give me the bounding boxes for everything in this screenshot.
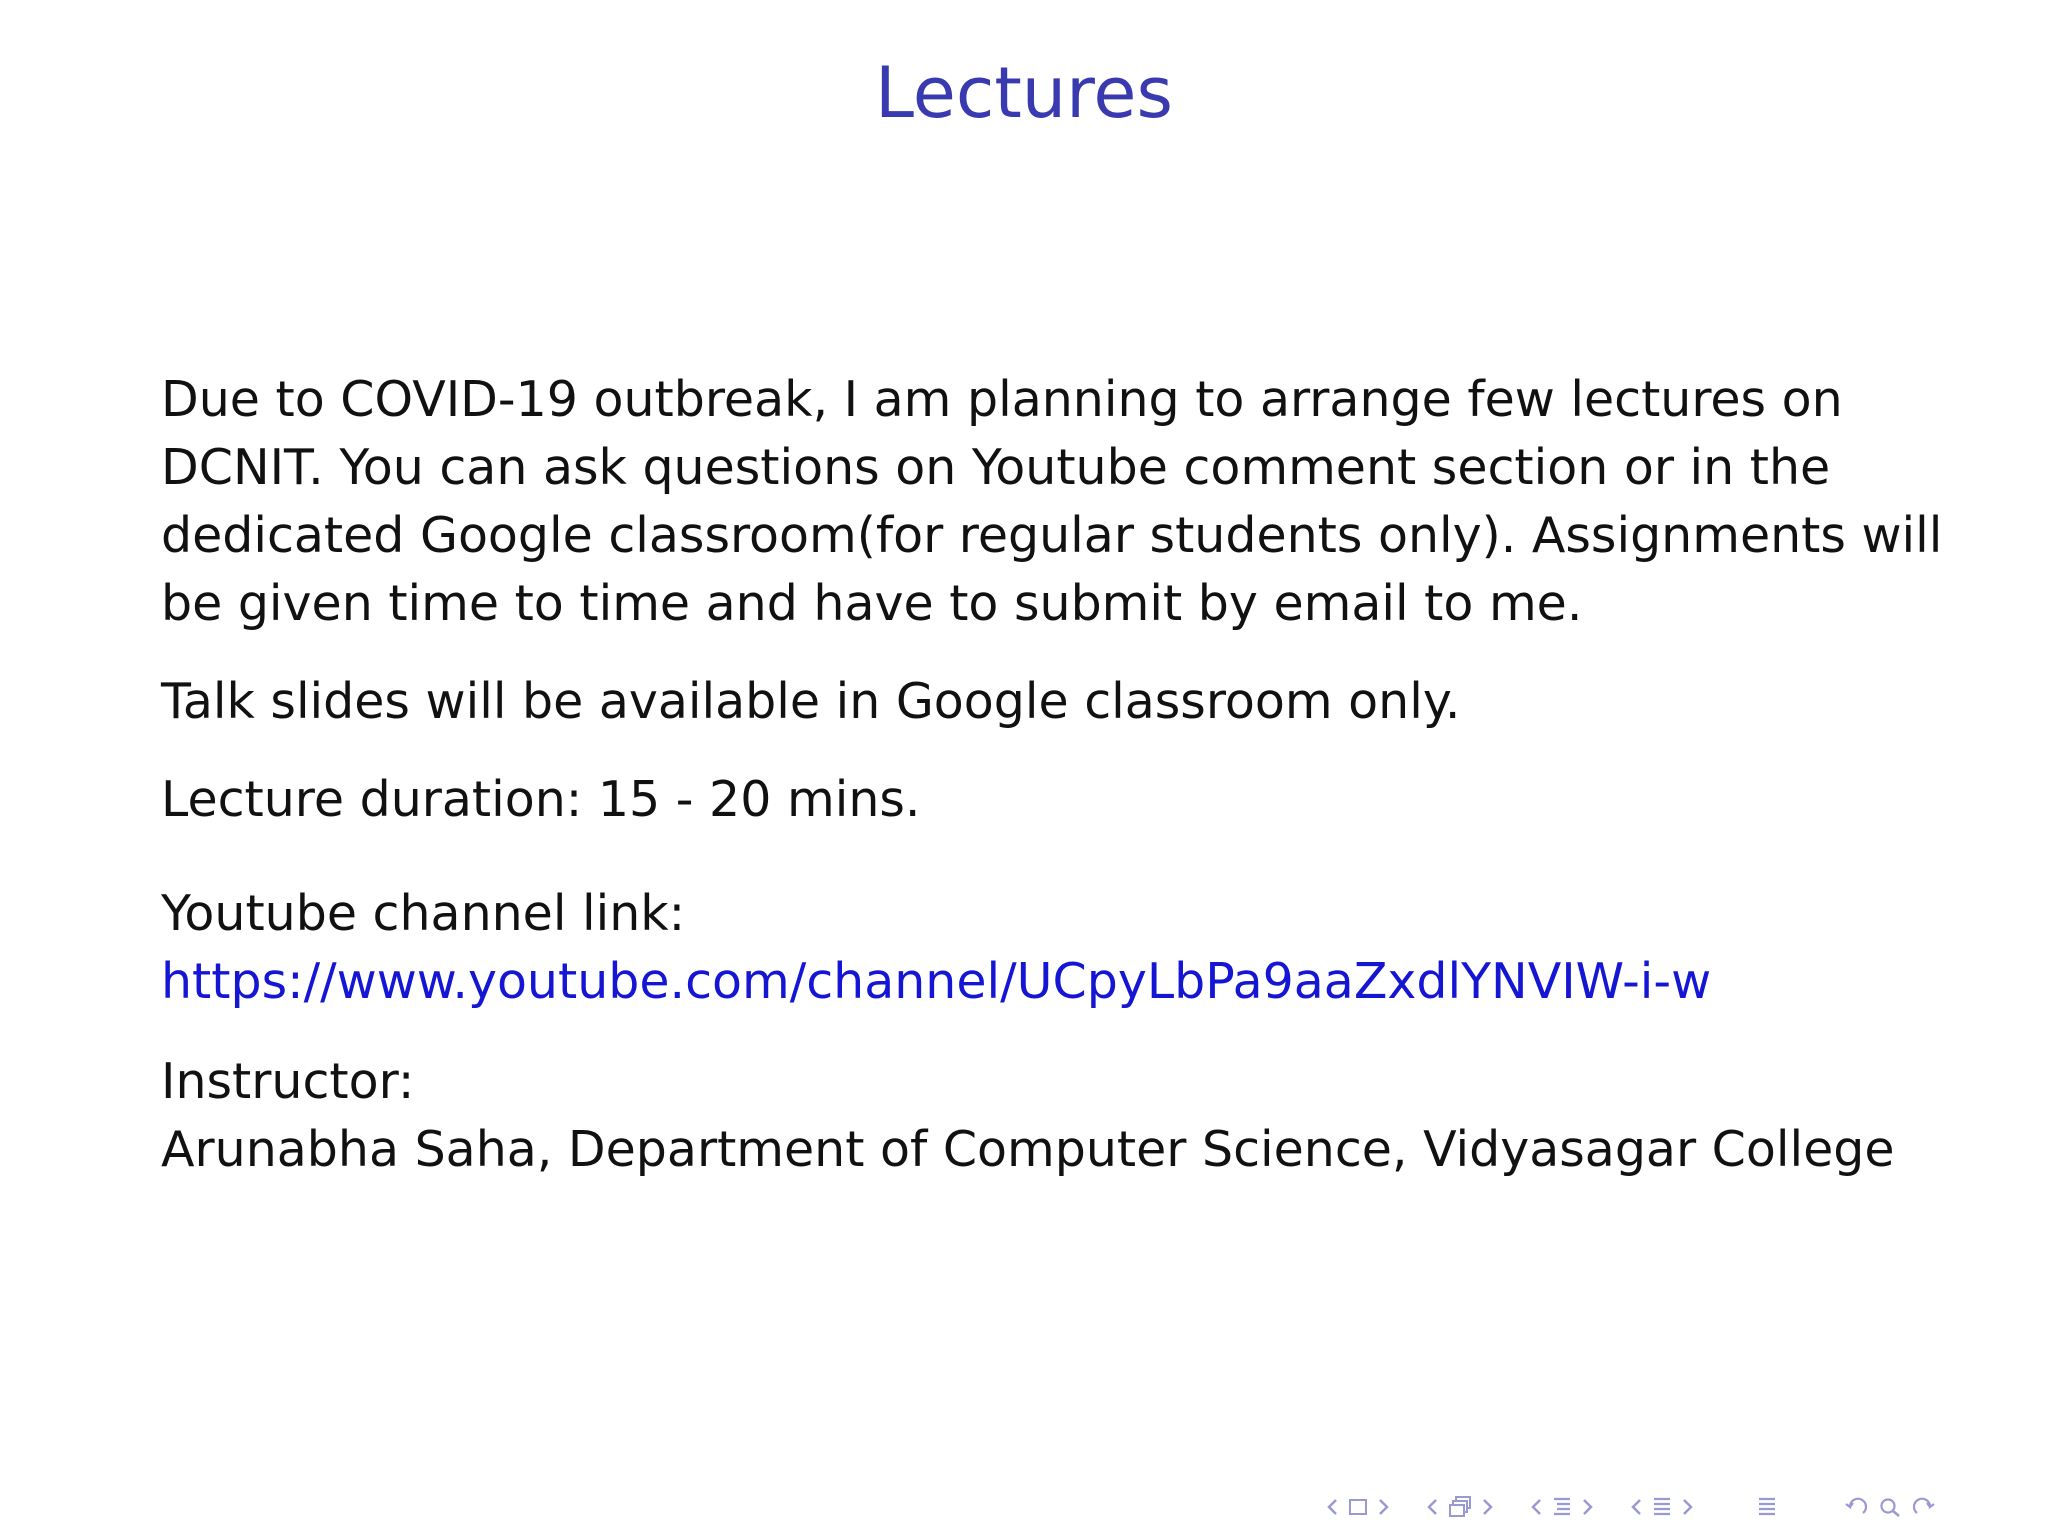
arrow-right-icon[interactable] (1582, 1497, 1594, 1517)
arrow-left-icon[interactable] (1630, 1497, 1642, 1517)
intro-line: DCNIT. You can ask questions on Youtube comment section or in the (161, 439, 1831, 496)
search-icon[interactable] (1877, 1496, 1903, 1518)
slide-title: Lectures (875, 52, 1173, 134)
forward-icon[interactable] (1912, 1496, 1938, 1518)
youtube-section (161, 880, 1921, 1016)
lecture-duration-text: Lecture duration: 15 - 20 mins. (161, 771, 921, 828)
frame-icon[interactable] (1347, 1497, 1369, 1517)
arrow-right-icon[interactable] (1682, 1497, 1694, 1517)
beamer-navigation-bar (1326, 1494, 1938, 1520)
arrow-right-icon[interactable] (1378, 1497, 1390, 1517)
intro-line: be given time to time and have to submit by email to me. (161, 575, 1583, 632)
instructor-details: Arunabha Saha, Department of Computer Science, Vidyasagar College (161, 1121, 1895, 1178)
document-icon[interactable] (1756, 1496, 1778, 1518)
intro-line: Due to COVID-19 outbreak, I am planning to arrange few lectures on (161, 371, 1843, 428)
section-icon[interactable] (1551, 1496, 1573, 1518)
slides-availability-text: Talk slides will be available in Google classroom only. (161, 673, 1461, 730)
arrow-right-icon[interactable] (1482, 1497, 1494, 1517)
instructor-label: Instructor: (161, 1053, 415, 1110)
arrow-left-icon[interactable] (1426, 1497, 1438, 1517)
youtube-channel-link[interactable]: https://www.youtube.com/channel/UCpyLbPa9aaZxdlYNVIW-i-w (161, 953, 1712, 1010)
youtube-label: Youtube channel link: (161, 885, 686, 942)
instructor-section (161, 1048, 1921, 1184)
intro-paragraph (161, 366, 1943, 638)
arrow-left-icon[interactable] (1530, 1497, 1542, 1517)
section-icon[interactable] (1651, 1496, 1673, 1518)
slide-body (161, 366, 1943, 1184)
arrow-left-icon[interactable] (1326, 1497, 1338, 1517)
intro-line: dedicated Google classroom(for regular students only). Assignments will (161, 507, 1943, 564)
subsection-icon[interactable] (1447, 1495, 1473, 1519)
back-icon[interactable] (1842, 1496, 1868, 1518)
